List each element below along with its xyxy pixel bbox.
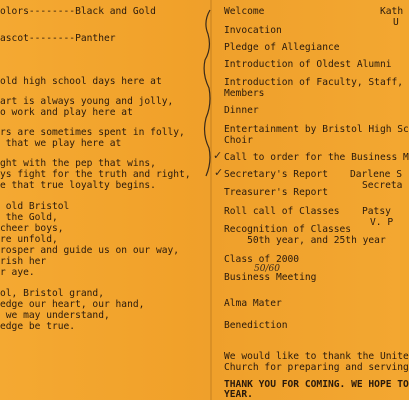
closing-line: YEAR. <box>224 389 253 400</box>
song-line: the Gold, <box>0 212 58 223</box>
song-line: old high school days here at <box>0 76 162 87</box>
secretary-name: Darlene S <box>350 169 402 180</box>
song-line: art is always young and jolly, <box>0 96 174 107</box>
pen-bracket-mark <box>200 8 214 178</box>
song-line: r aye. <box>0 267 35 278</box>
program-item-secretary: Secretary's Report <box>224 169 328 180</box>
song-line: re unfold, <box>0 234 58 245</box>
program-item-benediction: Benediction <box>224 320 288 331</box>
program-item-dinner: Dinner <box>224 105 259 116</box>
program-item-members: Members <box>224 88 265 99</box>
program-item-business-meeting: Business Meeting <box>224 272 317 283</box>
song-line: edge our heart, our hand, <box>0 299 145 310</box>
song-line: ys fight for the truth and right, <box>0 169 191 180</box>
song-line: edge be true. <box>0 321 76 332</box>
song-line: rs are sometimes spent in folly, <box>0 127 185 138</box>
song-line: rish her <box>0 256 47 267</box>
program-item-pledge: Pledge of Allegiance <box>224 42 340 53</box>
program-item-welcome: Welcome <box>224 6 265 17</box>
thanks-line: Church for preparing and serving <box>224 362 409 373</box>
program-item-entertainment: Entertainment by Bristol High Sc <box>224 124 409 135</box>
program-item-recognition: Recognition of Classes <box>224 224 352 235</box>
program-item-class-2000: Class of 2000 <box>224 254 300 265</box>
program-item-choir: Choir <box>224 135 253 146</box>
song-line: ol, Bristol grand, <box>0 288 104 299</box>
secretary-title: Secreta <box>362 180 403 191</box>
speaker-name: Kath <box>380 6 404 17</box>
vp-title: V. P <box>370 217 394 228</box>
song-line: ght with the pep that wins, <box>0 158 156 169</box>
program-item-invocation: Invocation <box>224 25 282 36</box>
program-item-recognition-years: 50th year, and 25th year <box>224 235 386 246</box>
program-item-roll-call: Roll call of Classes <box>224 206 340 217</box>
checkmark-icon: ✓ <box>213 149 223 162</box>
speaker-name: U <box>393 17 399 28</box>
program-item-treasurer: Treasurer's Report <box>224 187 328 198</box>
song-line: o work and play here at <box>0 107 133 118</box>
closing-line: THANK YOU FOR COMING. WE HOPE TO <box>224 379 409 390</box>
vp-name: Patsy <box>362 206 391 217</box>
song-line: rosper and guide us on our way, <box>0 245 180 256</box>
school-colors-line: olors--------Black and Gold <box>0 6 156 17</box>
checkmark-icon: ✓ <box>214 166 224 179</box>
song-line: old Bristol <box>0 201 70 212</box>
program-item-alma-mater: Alma Mater <box>224 298 282 309</box>
song-line: cheer boys, <box>0 223 64 234</box>
mascot-line: ascot--------Panther <box>0 33 116 44</box>
program-item-oldest-alumni: Introduction of Oldest Alumni <box>224 59 392 70</box>
program-item-faculty: Introduction of Faculty, Staff, <box>224 77 404 88</box>
handwritten-note: 50/60 <box>254 264 280 274</box>
thanks-line: We would like to thank the Unite <box>224 351 409 362</box>
program-item-call-to-order: Call to order for the Business M <box>224 152 409 163</box>
song-line: e that true loyalty begins. <box>0 180 156 191</box>
song-line: we may understand, <box>0 310 110 321</box>
song-line: that we play here at <box>0 138 122 149</box>
